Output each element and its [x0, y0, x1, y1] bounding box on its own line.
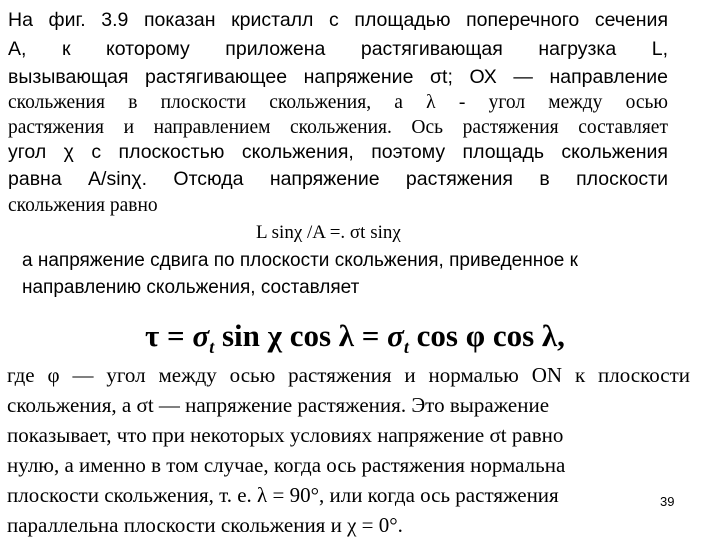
formula-part-2: cos φ cos λ,	[416, 318, 565, 353]
shear-stress-formula	[145, 311, 600, 361]
formula-part-1: sin χ cos λ	[221, 318, 354, 353]
paragraph2-line-1: а напряжение сдвига по плоскости скольжения, приведенное к	[22, 250, 578, 271]
formula-sigma-1: σ	[192, 318, 210, 353]
page-number: 39	[660, 494, 675, 509]
paragraph3-line-3: показывает, что при некоторых условиях напряжение σt равно	[7, 423, 564, 447]
paragraph2-line-2: направлению скольжения, составляет	[22, 277, 360, 298]
expression-line: L sinχ /A =. σt sinχ	[256, 222, 401, 243]
formula-tau: τ	[145, 318, 160, 353]
formula-sigma-2: σ	[387, 318, 404, 353]
formula-subscript-2: t	[403, 337, 409, 357]
paragraph1-line-7: равна A/sinχ. Отсюда напряжение растяжения в плоскости	[8, 168, 668, 190]
formula-subscript-1: t	[209, 337, 215, 357]
paragraph1-line-5: растяжения и направлением скольжения. Ось растяжения составляет	[8, 117, 668, 138]
paragraph1-line-4: скольжения в плоскости скольжения, а λ - угол между осью	[8, 92, 668, 113]
paragraph3-line-1: где φ — угол между осью растяжения и нормалью ON к плоскости	[7, 363, 690, 387]
formula-equals-2: =	[361, 318, 380, 353]
paragraph3-line-2: скольжения, а σt — напряжение растяжения. Это выражение	[7, 393, 550, 417]
paragraph3-line-6: параллельна плоскости скольжения и χ = 0°.	[7, 513, 403, 537]
paragraph1-line-8: скольжения равно	[8, 195, 158, 216]
paragraph1-line-2: А, к которому приложена растягивающая нагрузка L,	[8, 38, 668, 60]
paragraph3-line-4: нулю, а именно в том случае, когда ось растяжения нормальна	[7, 453, 566, 477]
paragraph3-line-5: плоскости скольжения, т. е. λ = 90°, или когда ось растяжения	[7, 483, 559, 507]
paragraph1-line-3: вызывающая растягивающее напряжение σt; ОХ — направление	[8, 66, 668, 88]
paragraph1-line-6: угол χ с плоскостью скольжения, поэтому площадь скольжения	[8, 141, 668, 163]
formula-equals-1: =	[167, 318, 185, 353]
paragraph1-line-1: На фиг. 3.9 показан кристалл с площадью поперечного сечения	[8, 9, 668, 31]
